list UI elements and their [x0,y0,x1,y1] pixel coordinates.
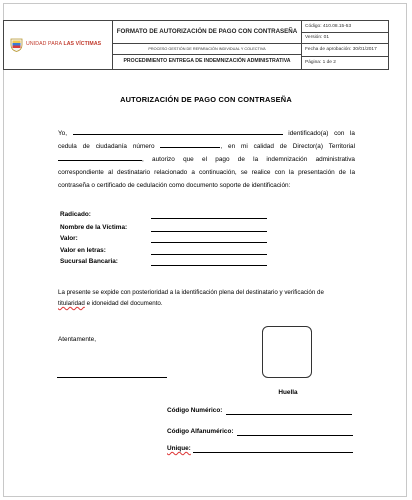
logo-text: UNIDAD PARA LAS VÍCTIMAS [26,41,102,47]
victim-name-label: Nombre de la Víctima: [60,224,128,231]
value-label: Valor: [60,235,78,242]
bank-branch-label: Sucursal Bancaria: [60,258,118,265]
numeric-code-field[interactable] [226,414,352,415]
fingerprint-label: Huella [278,389,298,396]
note-line-2: titularidad e idoneidad del documento. [58,300,163,307]
alphanumeric-code-field[interactable] [237,435,353,436]
victim-name-field[interactable] [151,231,267,232]
name-blank[interactable] [73,127,283,135]
process-name: PROCESO GESTIÓN DE REPARACIÓN INDIVIDUAL Y COLECTIVA [148,47,266,51]
form-code: Código: 410.08.15-53 [305,24,352,29]
coat-of-arms-icon [10,37,23,52]
paragraph-line-4: correspondiente al destinatario relacionado a continuación, se realice con la presentación de la [58,169,355,176]
value-words-label: Valor en letras: [60,247,106,254]
radicado-label: Radicado: [60,211,91,218]
territorial-blank[interactable] [58,153,142,161]
unique-field[interactable] [193,452,353,453]
form-version: Versión: 01 [305,35,330,40]
id-number-blank[interactable] [160,140,220,148]
alphanumeric-code-label: Código Alfanumérico: [167,428,234,435]
value-field[interactable] [151,242,267,243]
value-words-field[interactable] [151,254,267,255]
document-title: AUTORIZACIÓN DE PAGO CON CONTRASEÑA [120,95,292,104]
paragraph-line-3: , autorizo que el pago de la indemnización administrativa [58,153,355,166]
unidad-victimas-logo [10,37,110,53]
document-header-table [3,20,389,70]
paragraph-line-1: Yo, identificado(a) con la [58,127,355,140]
unique-label: Unique: [167,445,191,452]
form-title: FORMATO DE AUTORIZACIÓN DE PAGO CON CONTRASEÑA [116,28,298,35]
procedure-name: PROCEDIMIENTO ENTREGA DE INDEMNIZACIÓN ADMINISTRATIVA [123,58,291,64]
note-line-1: La presente se expide con posterioridad a la identificación plena del destinatario y verificación de [58,289,324,296]
closing-text: Atentamente, [58,336,97,343]
paragraph-line-2: cedula de ciudadanía número , en mi calidad de Director(a) Territorial [58,140,355,153]
numeric-code-label: Código Numérico: [167,407,223,414]
bank-branch-field[interactable] [151,265,267,266]
fingerprint-box[interactable] [262,326,312,378]
approval-date: Fecha de aprobación: 30/01/2017 [305,47,377,52]
paragraph-line-5: contraseña o certificado de cedulación como documento soporte de identificación: [58,182,291,189]
radicado-field[interactable] [151,218,267,219]
page-number: Página: 1 de 2 [305,60,336,65]
signature-line[interactable] [57,377,167,378]
